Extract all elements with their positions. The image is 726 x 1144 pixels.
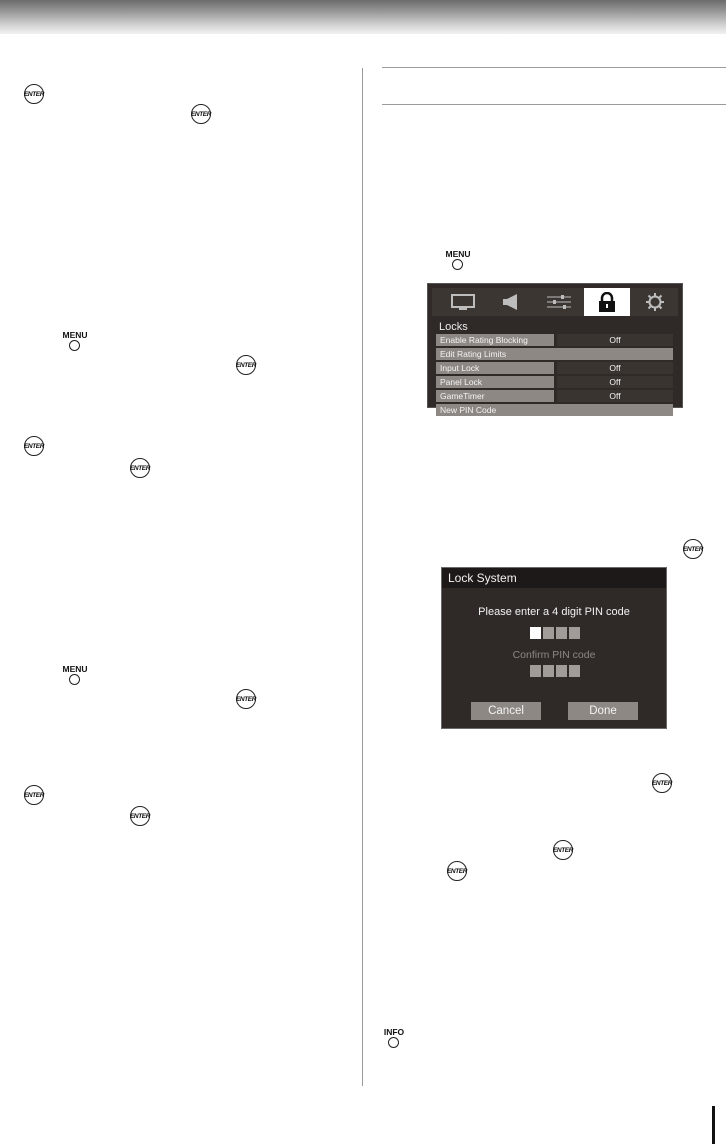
confirm-pin-field[interactable] xyxy=(530,665,580,677)
preferences-icon[interactable] xyxy=(536,288,582,316)
locks-icon[interactable] xyxy=(584,288,630,316)
menu-item-label: Edit Rating Limits xyxy=(436,348,673,360)
pin-digit-box[interactable] xyxy=(543,665,554,677)
menu-item-label: Input Lock xyxy=(436,362,554,374)
pin-digit-box[interactable] xyxy=(556,627,567,639)
info-button-icon xyxy=(379,1027,409,1057)
confirm-pin-label: Confirm PIN code xyxy=(512,649,596,661)
enter-button-icon: ENTER xyxy=(447,861,467,881)
enter-button-icon: ENTER xyxy=(24,436,44,456)
pin-digit-box[interactable] xyxy=(530,665,541,677)
setup-icon[interactable] xyxy=(632,288,678,316)
pin-entry-field[interactable] xyxy=(530,627,580,639)
done-button[interactable]: Done xyxy=(568,702,638,720)
page-edge-marker xyxy=(712,1106,715,1144)
page-header-band xyxy=(0,0,726,34)
menu-button-icon xyxy=(443,249,473,279)
cancel-button[interactable]: Cancel xyxy=(471,702,541,720)
menu-item-value: Off xyxy=(557,376,673,388)
pin-digit-box[interactable] xyxy=(556,665,567,677)
menu-label: MENU xyxy=(445,249,471,259)
lock-system-dialog xyxy=(441,567,667,729)
menu-label: MENU xyxy=(62,330,88,340)
enter-button-icon: ENTER xyxy=(236,689,256,709)
menu-item-label: Panel Lock xyxy=(436,376,554,388)
menu-item-label: Enable Rating Blocking xyxy=(436,334,554,346)
enter-button-icon: ENTER xyxy=(130,458,150,478)
enter-button-icon: ENTER xyxy=(24,84,44,104)
info-label: INFO xyxy=(383,1027,405,1037)
column-divider xyxy=(362,68,363,1086)
audio-icon[interactable] xyxy=(488,288,534,316)
pin-digit-box[interactable] xyxy=(543,627,554,639)
enter-button-icon: ENTER xyxy=(652,773,672,793)
locks-menu-screen xyxy=(427,283,683,415)
menu-button-icon xyxy=(60,330,90,360)
enter-button-icon: ENTER xyxy=(553,840,573,860)
pin-digit-box[interactable] xyxy=(530,627,541,639)
pin-digit-box[interactable] xyxy=(569,627,580,639)
menu-item-value: Off xyxy=(557,334,673,346)
menu-label: MENU xyxy=(62,664,88,674)
enter-button-icon: ENTER xyxy=(24,785,44,805)
enter-button-icon: ENTER xyxy=(191,104,211,124)
enter-button-icon: ENTER xyxy=(683,539,703,559)
menu-item-value: Off xyxy=(557,390,673,402)
dialog-title: Lock System xyxy=(442,568,666,588)
pin-digit-box[interactable] xyxy=(569,665,580,677)
menu-item-value: Off xyxy=(557,362,673,374)
menu-item-label: New PIN Code xyxy=(436,404,673,416)
picture-icon[interactable] xyxy=(440,288,486,316)
menu-title: Locks xyxy=(439,321,468,333)
enter-button-icon: ENTER xyxy=(130,806,150,826)
pin-prompt: Please enter a 4 digit PIN code xyxy=(478,606,630,618)
section-rule-top xyxy=(382,67,726,68)
enter-button-icon: ENTER xyxy=(236,355,256,375)
menu-item-label: GameTimer xyxy=(436,390,554,402)
menu-tab-bar xyxy=(432,288,678,316)
menu-button-icon xyxy=(60,664,90,694)
section-rule-bottom xyxy=(382,104,726,105)
